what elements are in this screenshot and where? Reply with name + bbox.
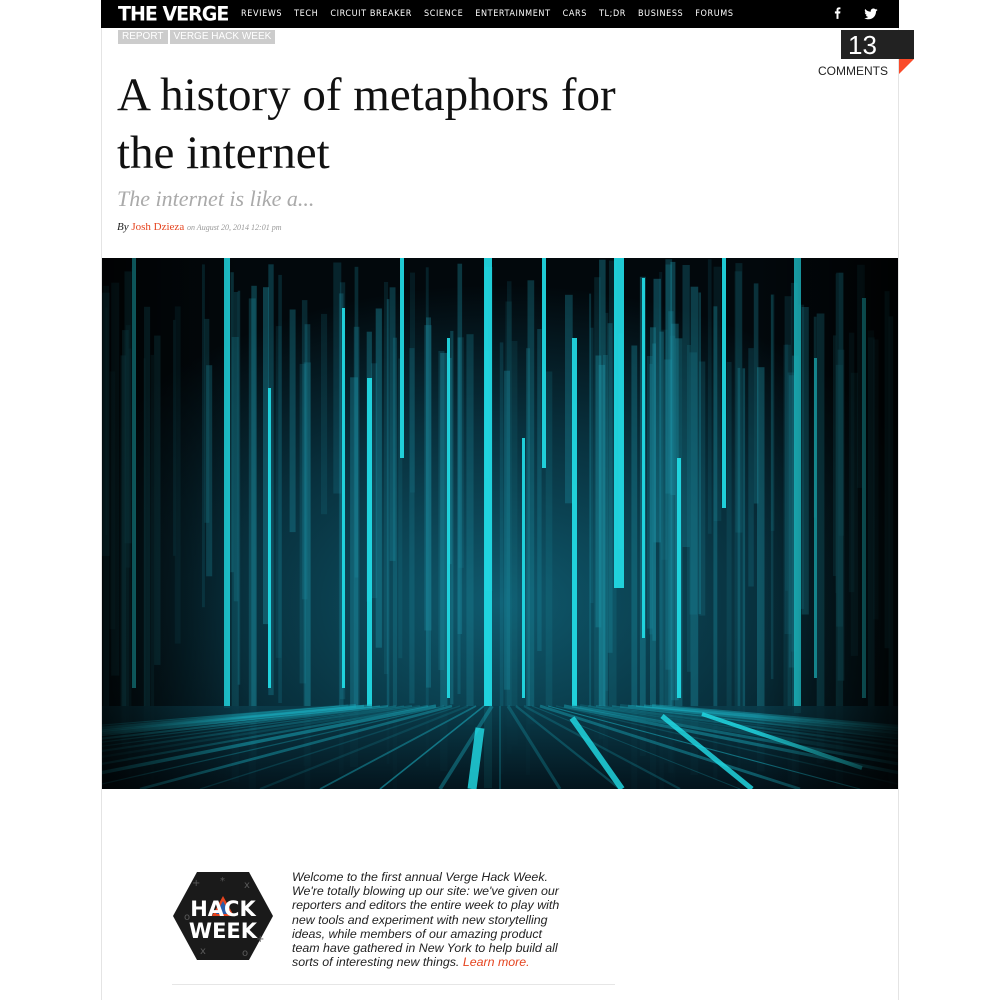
svg-text:o: o (242, 948, 249, 959)
nav-item-tech[interactable]: TECH (294, 9, 319, 19)
nav-item-reviews[interactable]: REVIEWS (241, 9, 283, 19)
svg-text:+: + (256, 934, 265, 945)
nav-item-tldr[interactable]: TL;DR (598, 9, 627, 19)
hack-week-intro (292, 870, 572, 969)
hack-week-badge[interactable] (172, 870, 274, 962)
nav-item-entertainment[interactable]: ENTERTAINMENT (475, 9, 551, 19)
comment-count[interactable]: 13 (841, 30, 914, 59)
nav-item-circuit-breaker[interactable]: CIRCUIT BREAKER (330, 9, 412, 19)
badge-line-2: WEEK (188, 919, 258, 943)
tag-report[interactable]: REPORT (118, 30, 168, 44)
digital-data-streams-image (102, 258, 898, 789)
hack-week-text: Welcome to the first annual Verge Hack Week. We're totally blowing up our site: we've given our reporters and editors the entire week to play with new tools and experiment with new storytelling ideas, while members of our amazing product team have gathered in New York to help build all sorts of interesting new things. (292, 870, 560, 970)
main-nav (241, 0, 746, 28)
svg-text:x: x (244, 880, 250, 891)
tag-verge-hack-week[interactable]: VERGE HACK WEEK (170, 30, 276, 44)
top-nav-bar (101, 0, 899, 28)
comment-flag-icon (899, 59, 914, 74)
twitter-icon[interactable] (864, 7, 878, 21)
author-link[interactable]: Josh Dzieza (131, 221, 185, 233)
hero-image (102, 258, 898, 789)
article-dek: The internet is like a... (117, 186, 315, 211)
site-logo[interactable]: THE VERGE (118, 2, 229, 26)
comments-widget[interactable] (818, 30, 914, 78)
article-title: A history of metaphors for the internet (117, 69, 616, 179)
badge-line-1: HACK (190, 897, 256, 921)
divider (172, 984, 615, 985)
learn-more-link[interactable]: Learn more. (462, 955, 530, 970)
svg-text:x: x (200, 946, 206, 957)
byline-prefix: By (117, 221, 129, 233)
nav-item-business[interactable]: BUSINESS (638, 9, 684, 19)
facebook-icon[interactable] (830, 7, 844, 21)
byline (117, 221, 281, 233)
comment-label[interactable]: COMMENTS (818, 64, 888, 78)
nav-item-forums[interactable]: FORUMS (695, 9, 734, 19)
article-tags (118, 30, 275, 44)
svg-text:+: + (192, 878, 201, 889)
svg-text:o: o (184, 912, 191, 923)
nav-item-science[interactable]: SCIENCE (423, 9, 464, 19)
publish-date: on August 20, 2014 12:01 pm (186, 223, 282, 232)
nav-item-cars[interactable]: CARS (562, 9, 587, 19)
svg-text:*: * (220, 876, 225, 887)
